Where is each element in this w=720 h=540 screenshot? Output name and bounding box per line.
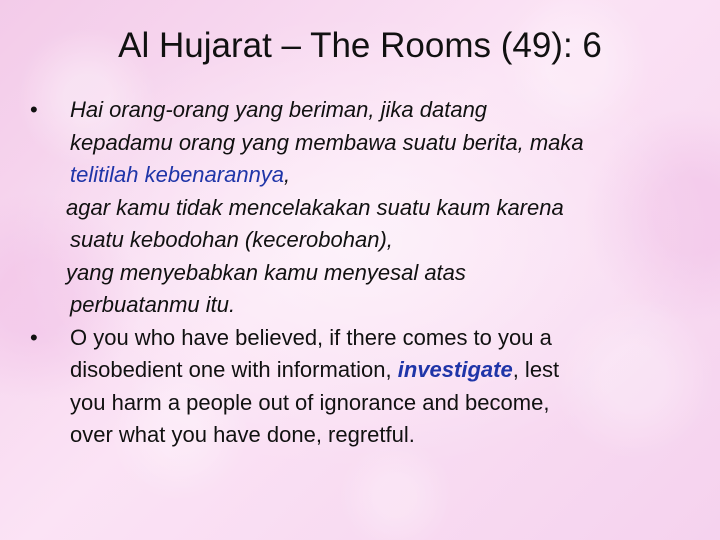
slide-title: Al Hujarat – The Rooms (49): 6 (118, 26, 602, 65)
text-line (70, 354, 690, 387)
emphasis-text: telitilah kebenarannya (70, 162, 285, 187)
emphasis-text: investigate (397, 357, 513, 382)
text-line (70, 159, 690, 192)
bullet-marker: • (30, 324, 38, 350)
bullet-english (30, 322, 690, 452)
text-segment: disobedient one with information, (70, 357, 398, 382)
text-line: yang menyebabkan kamu menyesal atas (66, 259, 466, 285)
bullet-indonesian (30, 94, 690, 322)
text-segment: , lest (512, 357, 560, 382)
bullet-list (30, 94, 690, 452)
text-line: Hai orang-orang yang beriman, jika datang (70, 97, 488, 122)
text-line: suatu kebodohan (kecerobohan), (70, 227, 393, 252)
text-line: O you who have believed, if there comes to you a (70, 324, 552, 350)
text-line: over what you have done, regretful. (70, 422, 415, 447)
bullet-marker: • (30, 97, 38, 122)
punctuation: , (284, 162, 291, 187)
text-line: you harm a people out of ignorance and become, (70, 389, 550, 415)
text-line: agar kamu tidak mencelakakan suatu kaum karena (66, 194, 564, 220)
text-line: kepadamu orang yang membawa suatu berita, maka (70, 129, 584, 155)
text-line: perbuatanmu itu. (70, 292, 236, 317)
